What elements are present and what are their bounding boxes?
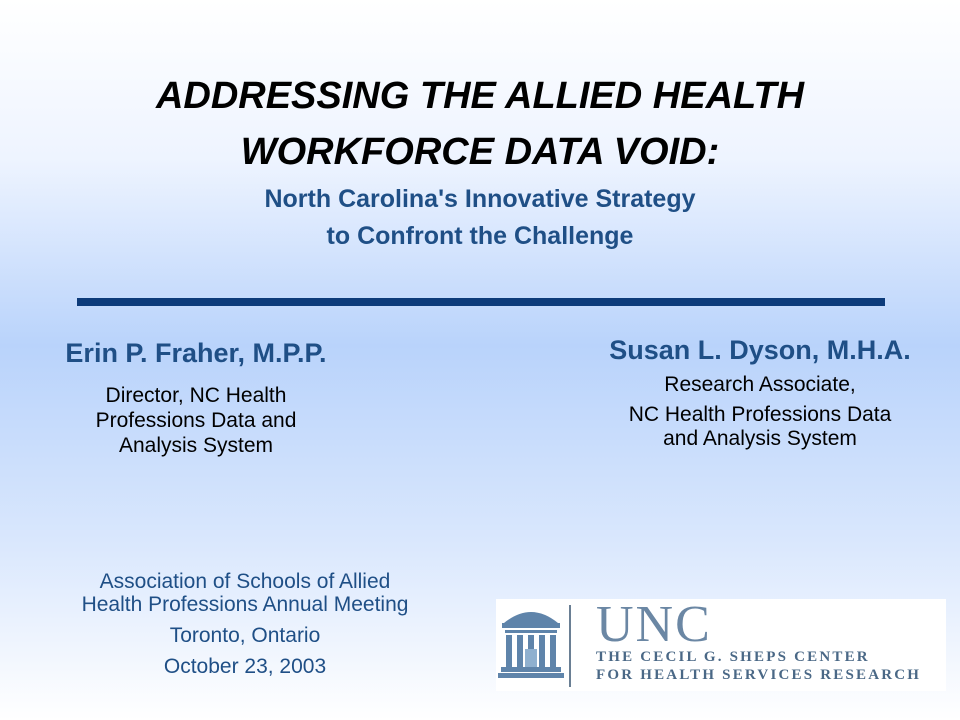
presenter-2-role-line: and Analysis System — [663, 427, 857, 450]
slide-subtitle-line-2: to Confront the Challenge — [326, 222, 634, 250]
meeting-date: October 23, 2003 — [163, 655, 327, 678]
presenter-2-name: Susan L. Dyson, M.H.A. — [609, 335, 911, 365]
presenter-2-role-line: Research Associate, — [664, 373, 856, 396]
meeting-name-line-1: Association of Schools of Allied — [99, 570, 391, 593]
presenter-1-role — [46, 383, 346, 458]
unc-sheps-center-logo — [496, 596, 946, 691]
presenter-2-role — [560, 403, 960, 451]
presenter-1-role-line: Professions Data and — [95, 409, 297, 432]
slide-subtitle-line-1: North Carolina's Innovative Strategy — [264, 185, 696, 213]
old-well-icon — [496, 599, 566, 691]
title-divider-rule — [77, 298, 885, 306]
meeting-info — [30, 570, 460, 678]
sheps-center-name-line-2: FOR HEALTH SERVICES RESEARCH — [596, 667, 922, 683]
slide-title-line-2: WORKFORCE DATA VOID: — [240, 131, 720, 173]
logo-divider — [569, 605, 571, 687]
sheps-center-name-line-1: THE CECIL G. SHEPS CENTER — [596, 649, 870, 665]
slide-title-line-1: ADDRESSING THE ALLIED HEALTH — [155, 75, 805, 117]
unc-wordmark: UNC — [596, 596, 712, 653]
presenter-1-role-line: Analysis System — [118, 434, 274, 457]
meeting-name-line-2: Health Professions Annual Meeting — [81, 593, 409, 616]
meeting-location: Toronto, Ontario — [169, 624, 321, 647]
presenter-2-role-line: NC Health Professions Data — [628, 403, 892, 426]
presenter-1-name: Erin P. Fraher, M.P.P. — [65, 338, 327, 368]
presenter-1-role-line: Director, NC Health — [105, 384, 287, 407]
